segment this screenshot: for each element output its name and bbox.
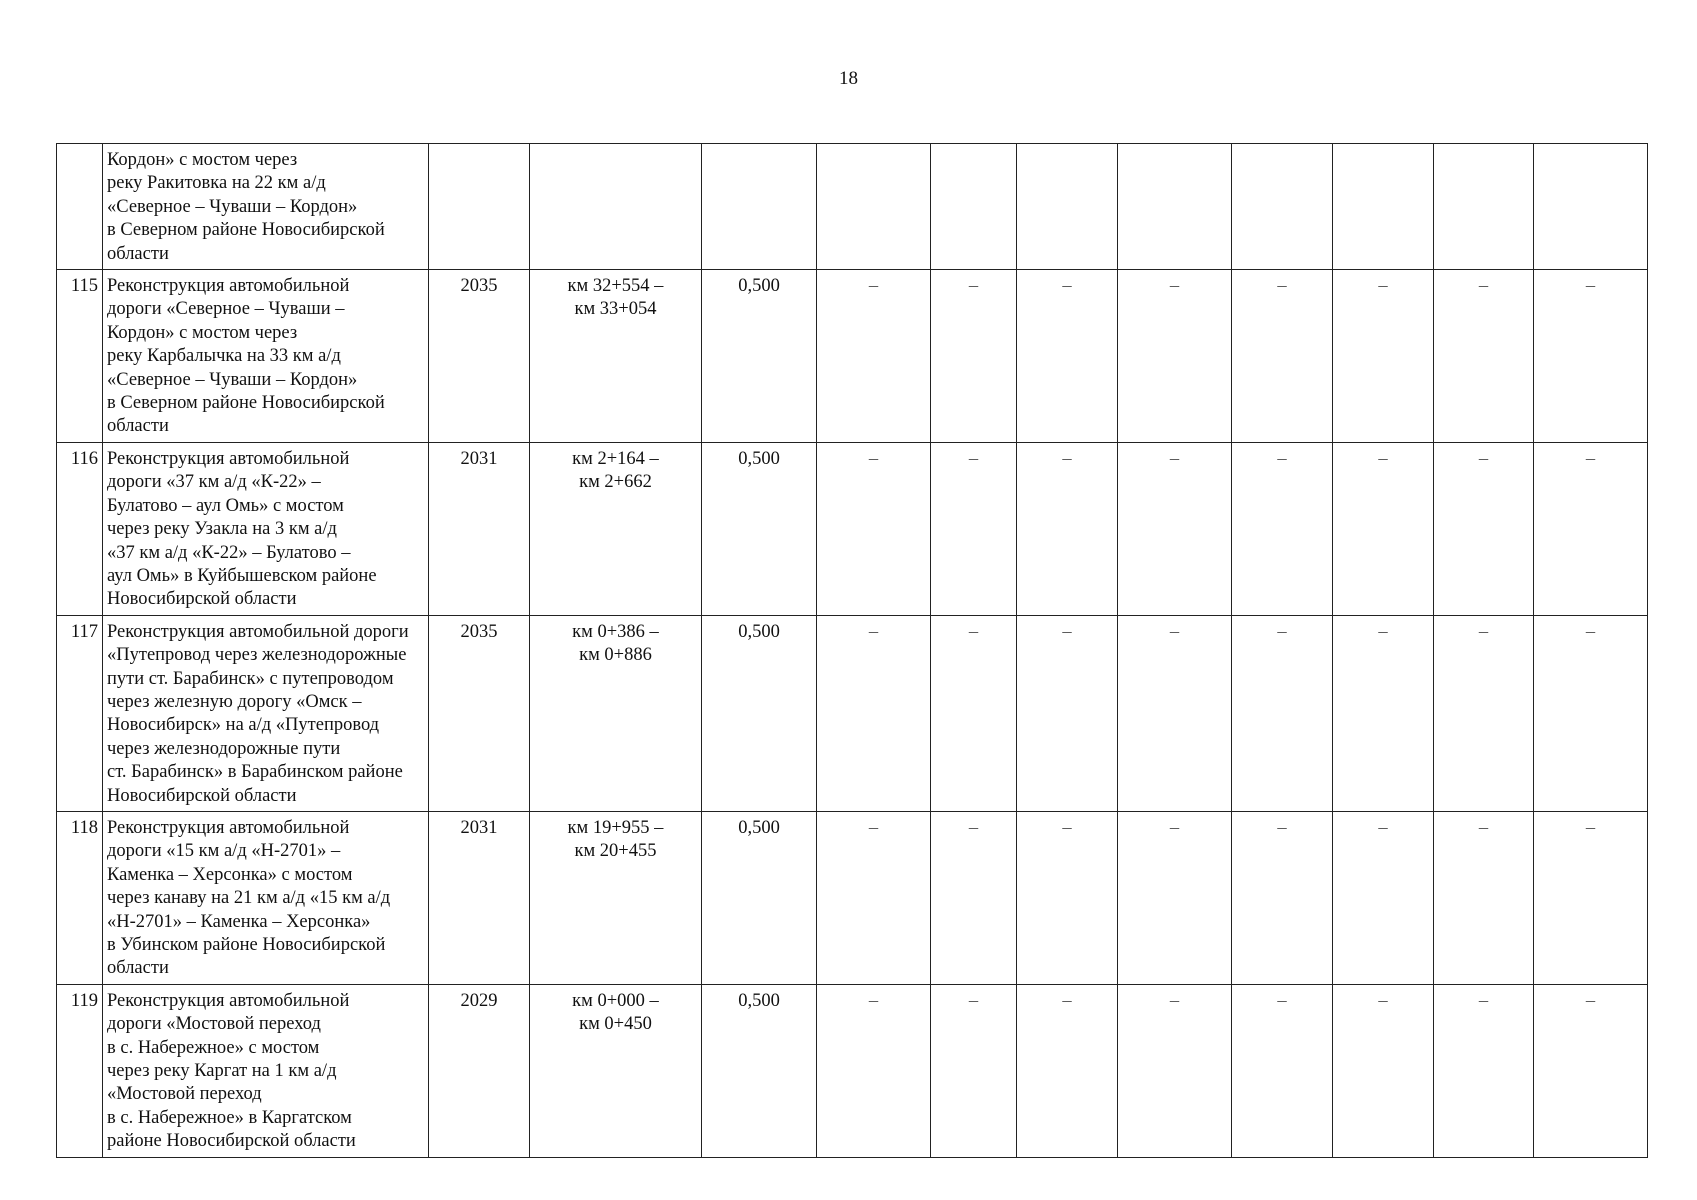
table-row: [57, 984, 1648, 1157]
object-name-line: Реконструкция автомобильной: [107, 448, 350, 469]
value-cell-2: –: [931, 615, 1017, 811]
length-cell: 0,500: [702, 270, 817, 443]
km-range-cell: [530, 270, 702, 443]
km-range-line: км 0+386 –: [572, 621, 659, 642]
km-range-line: км 20+455: [574, 841, 657, 862]
value-cell-4: [1118, 144, 1232, 270]
object-name-line: дороги «37 км а/д «К-22» –: [107, 472, 321, 493]
object-name-line: Реконструкция автомобильной: [107, 276, 350, 297]
object-name-line: Новосибирск» на а/д «Путепровод: [107, 715, 380, 736]
object-name-cell: [103, 442, 429, 615]
value-cell-3: –: [1017, 615, 1118, 811]
table-row: [57, 270, 1648, 443]
value-cell-6: –: [1333, 615, 1434, 811]
value-cell-2: –: [931, 442, 1017, 615]
object-name-line: в с. Набережное» в Каргатском: [107, 1107, 352, 1128]
row-number: 118: [57, 811, 103, 984]
value-cell-4: –: [1118, 811, 1232, 984]
object-name-line: в Убинском районе Новосибирской: [107, 935, 386, 955]
year-cell: 2035: [429, 270, 530, 443]
table-body: [57, 144, 1648, 1158]
value-cell-2: –: [931, 811, 1017, 984]
value-cell-7: [1434, 144, 1534, 270]
road-reconstruction-table: [56, 143, 1648, 1158]
value-cell-7: –: [1434, 442, 1534, 615]
row-number: 116: [57, 442, 103, 615]
object-name-line: «Путепровод через железнодорожные: [107, 645, 407, 666]
length-cell: [702, 144, 817, 270]
object-name-line: «Северное – Чуваши – Кордон»: [107, 369, 358, 390]
object-name-line: «Н-2701» – Каменка – Херсонка»: [107, 911, 371, 932]
km-range-cell: [530, 144, 702, 270]
value-cell-1: –: [817, 811, 931, 984]
object-name-line: «Северное – Чуваши – Кордон»: [107, 196, 358, 217]
value-cell-8: –: [1534, 615, 1648, 811]
km-range-line: км 33+054: [574, 299, 657, 320]
value-cell-4: –: [1118, 984, 1232, 1157]
object-name-line: Кордон» с мостом через: [107, 322, 298, 343]
row-number: 115: [57, 270, 103, 443]
value-cell-3: –: [1017, 270, 1118, 443]
object-name-line: области: [107, 243, 169, 264]
row-number: 119: [57, 984, 103, 1157]
km-range-line: км 2+662: [579, 472, 652, 493]
value-cell-6: –: [1333, 270, 1434, 443]
value-cell-2: [931, 144, 1017, 270]
value-cell-1: –: [817, 984, 931, 1157]
value-cell-7: –: [1434, 270, 1534, 443]
page-number: 18: [839, 68, 858, 89]
object-name-line: через железнодорожные пути: [107, 738, 341, 759]
object-name-cell: [103, 270, 429, 443]
km-range-line: км 0+450: [579, 1014, 652, 1035]
year-cell: 2035: [429, 615, 530, 811]
year-cell: 2029: [429, 984, 530, 1157]
object-name-line: дороги «15 км а/д «Н-2701» –: [107, 841, 341, 862]
value-cell-5: –: [1232, 270, 1333, 443]
year-cell: [429, 144, 530, 270]
object-name-cell: [103, 984, 429, 1157]
value-cell-7: –: [1434, 984, 1534, 1157]
length-cell: 0,500: [702, 811, 817, 984]
km-range-line: км 2+164 –: [572, 448, 659, 469]
value-cell-6: –: [1333, 442, 1434, 615]
object-name-line: «Мостовой переход: [107, 1084, 262, 1105]
value-cell-8: [1534, 144, 1648, 270]
object-name-line: районе Новосибирской области: [107, 1131, 356, 1152]
value-cell-5: –: [1232, 984, 1333, 1157]
value-cell-6: [1333, 144, 1434, 270]
object-name-line: через реку Узакла на 3 км а/д: [107, 519, 337, 540]
km-range-line: км 0+886: [579, 645, 652, 666]
value-cell-1: [817, 144, 931, 270]
object-name-line: через железную дорогу «Омск –: [107, 691, 362, 712]
km-range-cell: [530, 442, 702, 615]
km-range-line: км 0+000 –: [572, 990, 659, 1011]
object-name-line: в с. Набережное» с мостом: [107, 1037, 320, 1058]
object-name-cell: [103, 811, 429, 984]
value-cell-7: –: [1434, 811, 1534, 984]
object-name-line: «37 км а/д «К-22» – Булатово –: [107, 542, 351, 563]
value-cell-5: –: [1232, 615, 1333, 811]
value-cell-8: –: [1534, 984, 1648, 1157]
year-cell: 2031: [429, 811, 530, 984]
value-cell-7: –: [1434, 615, 1534, 811]
object-name-line: Реконструкция автомобильной: [107, 990, 350, 1011]
value-cell-4: –: [1118, 442, 1232, 615]
object-name-line: реку Ракитовка на 22 км а/д: [107, 173, 326, 194]
value-cell-5: –: [1232, 811, 1333, 984]
value-cell-8: –: [1534, 270, 1648, 443]
km-range-cell: [530, 811, 702, 984]
table-row: [57, 144, 1648, 270]
object-name-line: в Северном районе Новосибирской: [107, 220, 385, 241]
object-name-line: через канаву на 21 км а/д «15 км а/д: [107, 888, 391, 909]
year-cell: 2031: [429, 442, 530, 615]
value-cell-4: –: [1118, 270, 1232, 443]
object-name-cell: [103, 615, 429, 811]
value-cell-1: –: [817, 270, 931, 443]
table-row: [57, 615, 1648, 811]
value-cell-5: [1232, 144, 1333, 270]
value-cell-6: –: [1333, 984, 1434, 1157]
value-cell-3: –: [1017, 811, 1118, 984]
object-name-line: ст. Барабинск» в Барабинском районе: [107, 762, 403, 783]
object-name-line: через реку Каргат на 1 км а/д: [107, 1061, 337, 1082]
object-name-line: в Северном районе Новосибирской: [107, 393, 385, 414]
value-cell-6: –: [1333, 811, 1434, 984]
object-name-line: дороги «Северное – Чуваши –: [107, 299, 345, 320]
object-name-line: области: [107, 958, 169, 979]
value-cell-3: –: [1017, 984, 1118, 1157]
table-row: [57, 811, 1648, 984]
object-name-line: Кордон» с мостом через: [107, 150, 298, 170]
object-name-line: аул Омь» в Куйбышевском районе: [107, 565, 377, 586]
value-cell-8: –: [1534, 811, 1648, 984]
km-range-cell: [530, 984, 702, 1157]
value-cell-5: –: [1232, 442, 1333, 615]
object-name-cell: [103, 144, 429, 270]
table-row: [57, 442, 1648, 615]
km-range-line: км 19+955 –: [567, 817, 664, 838]
object-name-line: Реконструкция автомобильной: [107, 817, 350, 838]
length-cell: 0,500: [702, 984, 817, 1157]
object-name-line: пути ст. Барабинск» с путепроводом: [107, 668, 394, 689]
object-name-line: Новосибирской области: [107, 589, 297, 610]
km-range-cell: [530, 615, 702, 811]
value-cell-2: –: [931, 270, 1017, 443]
row-number: 117: [57, 615, 103, 811]
object-name-line: Булатово – аул Омь» с мостом: [107, 495, 344, 516]
value-cell-8: –: [1534, 442, 1648, 615]
object-name-line: реку Карбалычка на 33 км а/д: [107, 346, 341, 367]
object-name-line: Новосибирской области: [107, 785, 297, 806]
value-cell-4: –: [1118, 615, 1232, 811]
value-cell-3: –: [1017, 442, 1118, 615]
object-name-line: Каменка – Херсонка» с мостом: [107, 864, 353, 885]
object-name-line: области: [107, 416, 169, 437]
value-cell-3: [1017, 144, 1118, 270]
row-number: [57, 144, 103, 270]
length-cell: 0,500: [702, 615, 817, 811]
km-range-line: км 32+554 –: [567, 276, 664, 297]
value-cell-1: –: [817, 442, 931, 615]
object-name-line: Реконструкция автомобильной дороги: [107, 621, 409, 642]
object-name-line: дороги «Мостовой переход: [107, 1014, 321, 1035]
value-cell-2: –: [931, 984, 1017, 1157]
length-cell: 0,500: [702, 442, 817, 615]
value-cell-1: –: [817, 615, 931, 811]
